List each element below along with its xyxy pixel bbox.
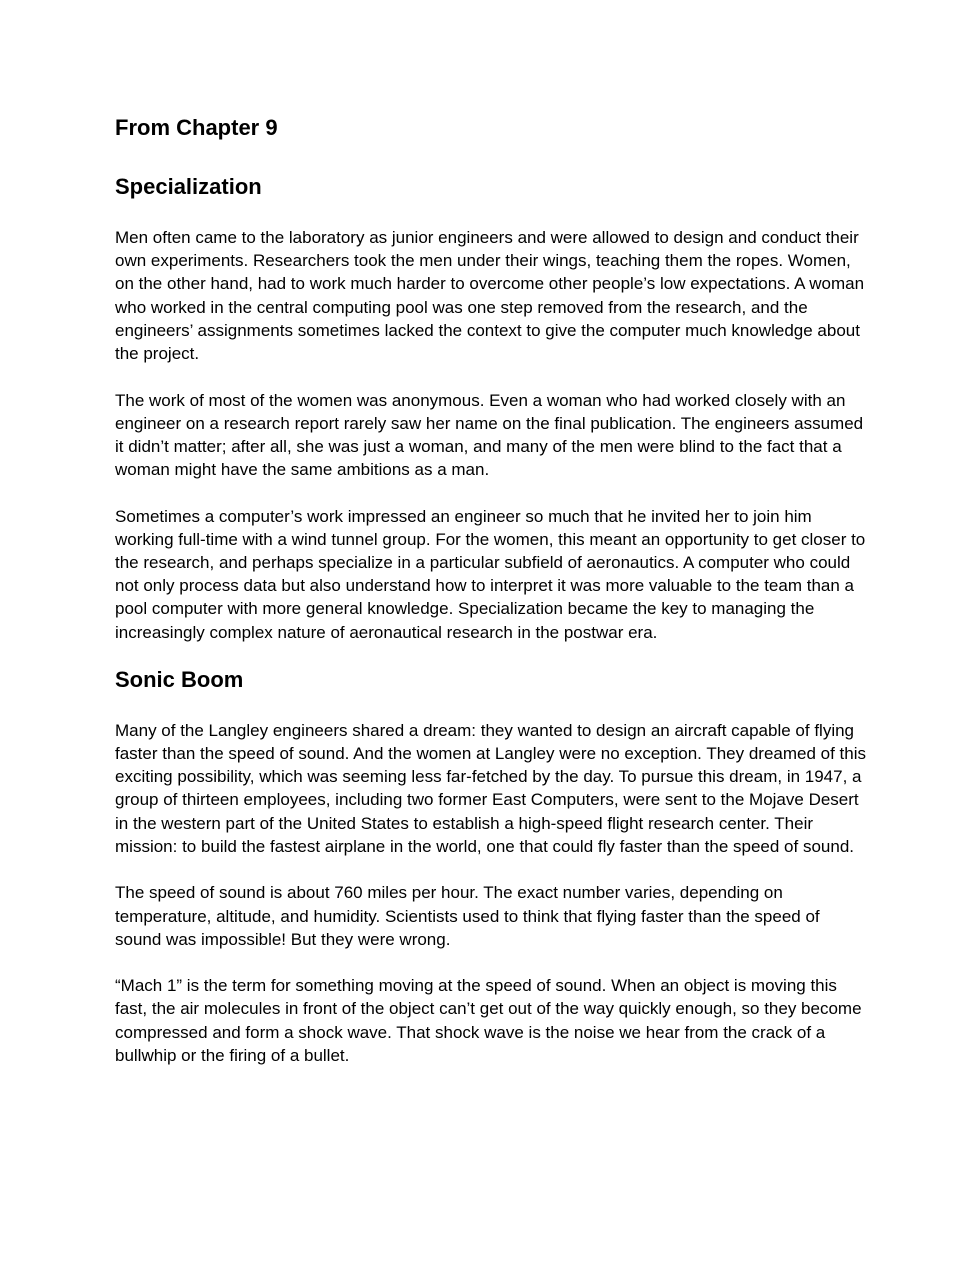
section-sonic-boom [115, 666, 867, 1067]
section-heading: Sonic Boom [115, 666, 244, 692]
paragraph: Sometimes a computer’s work impressed an engineer so much that he invited her to join him working full-time with a wind tunnel group. For the women, this meant an opportunity to get closer to the research, and perhaps specialize in a particular subfield of aeronautics. A computer who could not only process data but also understand how to interpret it was more valuable to the team than a pool computer with more general knowledge. Specialization became the key to managing the increasingly complex nature of aeronautical research in the postwar era. [115, 506, 866, 642]
paragraph: The speed of sound is about 760 miles per hour. The exact number varies, depending on temperature, altitude, and humidity. Scientists used to think that flying faster than the speed of sound was impossible! But they were wrong. [115, 883, 820, 949]
paragraph: Many of the Langley engineers shared a dream: they wanted to design an aircraft capable of flying faster than the speed of sound. And the women at Langley were no exception. They dreamed of this exciting possibility, which was seeming less far-fetched by the day. To pursue this dream, in 1947, a group of thirteen employees, including two former East Computers, were sent to the Mojave Desert in the western part of the United States to establish a high-speed flight research center. Their mission: to build the fastest airplane in the world, one that could fly faster than the speed of sound. [115, 720, 867, 856]
paragraph: “Mach 1” is the term for something moving at the speed of sound. When an object is moving this fast, the air molecules in front of the object can’t get out of the way quickly enough, so they become compressed and form a shock wave. That shock wave is the noise we hear from the crack of a bullwhip or the firing of a bullet. [115, 976, 862, 1065]
paragraph: Men often came to the laboratory as junior engineers and were allowed to design and conduct their own experiments. Researchers took the men under their wings, teaching them the ropes. Women, on the other hand, had to work much harder to overcome other people’s low expectations. A woman who worked in the central computing pool was one step removed from the research, and the engineers’ assignments sometimes lacked the context to give the computer much knowledge about the project. [115, 228, 865, 364]
section-specialization [115, 173, 867, 644]
section-heading: Specialization [115, 174, 262, 199]
paragraph: The work of most of the women was anonymous. Even a woman who had worked closely with an engineer on a research report rarely saw her name on the final publication. The engineers assumed it didn’t matter; after all, she was just a woman, and many of the men were blind to the fact that a woman might have the same ambitions as a man. [115, 390, 864, 480]
document-page [115, 114, 867, 1090]
chapter-heading: From Chapter 9 [115, 115, 278, 140]
